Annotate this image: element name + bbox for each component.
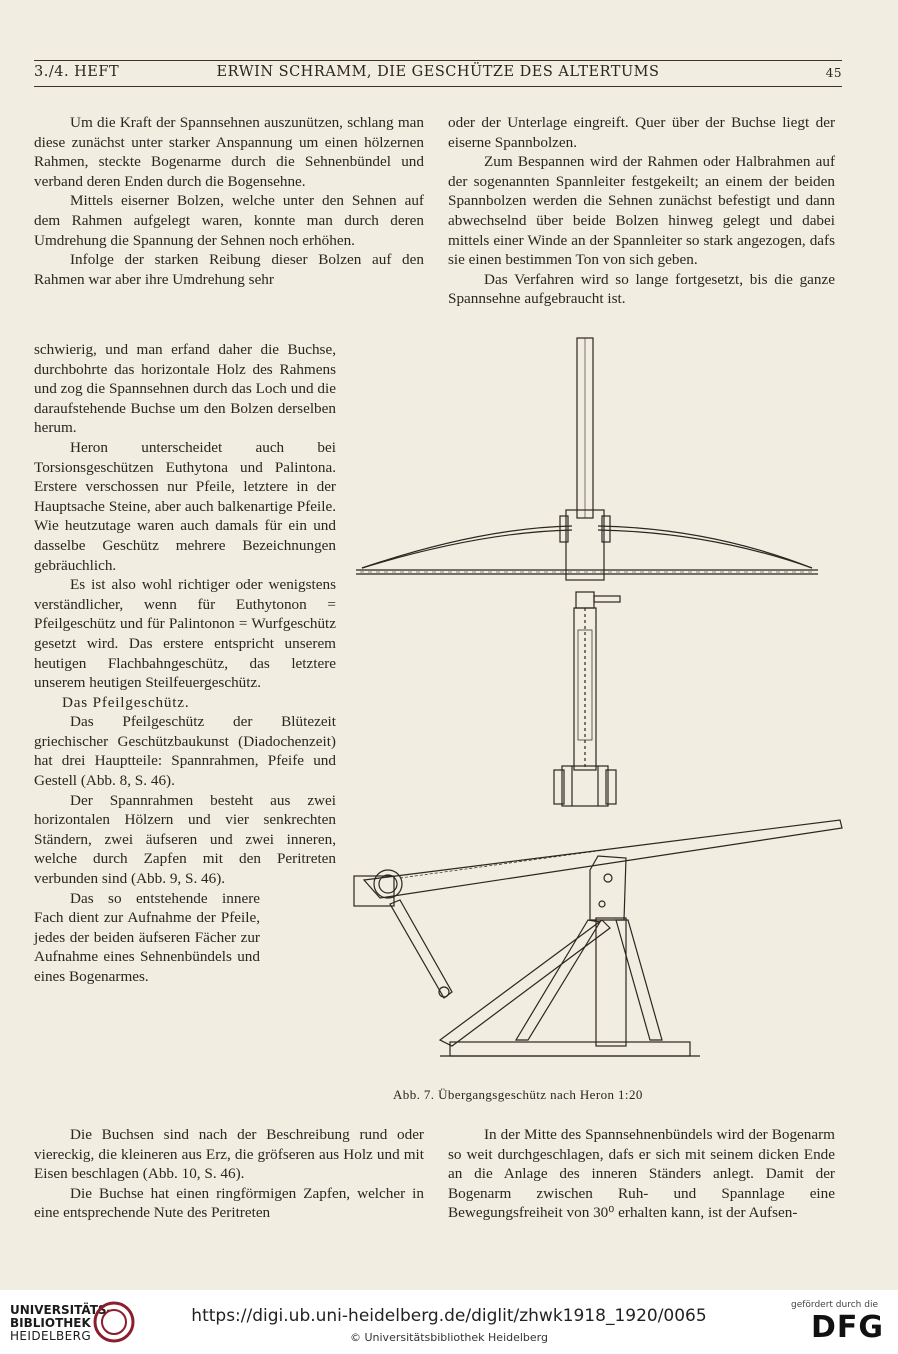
paragraph: Um die Kraft der Spannsehnen auszunützen, schlang man diese zunächst unter starker Anspannung um einen hölzernen Rahmen, steckte Bogenarme durch die Sehnenbündel und verband deren Enden durch die Bogensehne. bbox=[34, 114, 424, 190]
top-rule bbox=[34, 60, 842, 61]
bow-arm-left bbox=[362, 526, 572, 568]
figure-caption: Abb. 7. Übergangsgeschütz nach Heron 1:20 bbox=[393, 1087, 643, 1102]
running-header bbox=[34, 64, 842, 86]
logo-line: BIBLIOTHEK bbox=[10, 1316, 91, 1330]
paragraph: Das Verfahren wird so lange fortgesetzt, bis die ganze Spannsehne aufgebraucht ist. bbox=[448, 270, 835, 308]
paragraph: Zum Bespannen wird der Rahmen oder Halbrahmen auf der sogenannten Spannleiter festgekeilt; an einem der beiden Spannbolzen werden die Sehnen zunächst befestigt und dann abwechselnd über beide Bolzen hinweg gelegt und dabei mittels einer Winde an der Spannleiter so stark angezogen, dafs sie einen bestimmen Ton von sich geben. bbox=[448, 153, 835, 269]
right-column-bottom bbox=[448, 1125, 835, 1223]
paragraph: schwierig, und man erfand daher die Buchse, durchbohrte das horizontale Holz des Rahmens und zog die Spannsehnen durch das Loch und die daraufstehende Buchse um den Bolzen derselben herum. bbox=[34, 341, 336, 437]
page-number: 45 bbox=[825, 66, 842, 80]
stand-leg-front bbox=[616, 920, 662, 1040]
left-column-bottom bbox=[34, 1125, 424, 1223]
paragraph: Die Buchse hat einen ringförmigen Zapfen, welcher in eine entsprechende Nute des Peritreten bbox=[34, 1184, 424, 1222]
stand-strut bbox=[440, 920, 610, 1046]
paragraph: Heron unterscheidet auch bei Torsionsgeschützen Euthytona und Palintona. Erstere verschossen nur Pfeile, letztere in der Hauptsache Steine, aber auch balkenartige Pfeile. Wie heutzutage waren auch damals für ein und dasselbe Geschütz mehrere Bezeichnungen gebräuchlich. bbox=[34, 438, 336, 574]
paragraph: In der Mitte des Spannsehnenbündels wird der Bogenarm so weit durchgeschlagen, dafs er sich mit seinem dicken Ende an die Anlage des inneren Ständers anlegt. Damit der Bogenarm zwischen Ruh- und Spannlage eine Bewegungsfreiheit von 30⁰ erhalten kann, ist der Aufsen- bbox=[448, 1126, 835, 1222]
paragraph: oder der Unterlage eingreift. Quer über der Buchse liegt der eiserne Spannbolzen. bbox=[448, 114, 835, 151]
left-column-top bbox=[34, 113, 424, 289]
paragraph: Der Spannrahmen besteht aus zwei horizontalen Hölzern und vier senkrechten Ständern, zwei äufseren und zwei inneren, welche durch Zapfen mit den Peritreten verbunden sind (Abb. 9, S. 46). bbox=[34, 791, 336, 888]
paragraph: Die Buchsen sind nach der Beschreibung rund oder viereckig, die kleineren aus Erz, die gröfseren aus Holz und mit Eisen beschlagen (Abb. 10, S. 46). bbox=[34, 1126, 424, 1183]
copyright-notice: © Universitätsbibliothek Heidelberg bbox=[349, 1331, 548, 1344]
stand-post bbox=[596, 918, 626, 1046]
section-heading: Das Pfeilgeschütz. bbox=[62, 693, 190, 711]
figure-abb7-drawing bbox=[340, 330, 860, 1080]
bushing-circle bbox=[374, 870, 402, 898]
issue-label: 3./4. HEFT bbox=[34, 64, 120, 80]
paragraph: Es ist also wohl richtiger oder wenigstens verständlicher, wenn für Euthytonon = Pfeilgeschütz und für Palintonon = Wurfgeschütz gesetzt wird. Das erstere entspricht unserem heutigen Flachbahngeschütz, das letztere unserem heutigen Steilfeuergeschütz. bbox=[34, 576, 336, 692]
paragraph: Mittels eiserner Bolzen, welche unter den Sehnen auf dem Rahmen aufgelegt waren, konnte man durch deren Umdrehung die Spannung der Sehnen noch erhöhen. bbox=[34, 192, 424, 249]
article-title: ERWIN SCHRAMM, DIE GESCHÜTZE DES ALTERTUMS bbox=[216, 64, 660, 80]
winch bbox=[562, 766, 608, 806]
paragraph: Das Pfeilgeschütz der Blütezeit griechischer Geschützbaukunst (Diadochenzeit) hat drei Hauptteile: Spannrahmen, Pfeife und Gestell (Abb. 8, S. 46). bbox=[34, 713, 336, 790]
logo-line: UNIVERSITÄTS- bbox=[10, 1303, 112, 1317]
stand-leg-rear bbox=[390, 900, 452, 998]
dfg-logo[interactable]: DFG bbox=[810, 1310, 884, 1345]
logo-line: HEIDELBERG bbox=[10, 1329, 92, 1343]
bow-arm-right bbox=[598, 526, 812, 568]
stand-base bbox=[450, 1042, 690, 1056]
paragraph: Das so entstehende innere Fach dient zur Aufnahme der Pfeile, jedes der beiden äufseren Fächer zur Aufnahme eines Sehnenbündels und eines Bogenarmes. bbox=[34, 889, 260, 985]
left-column-narrow bbox=[34, 340, 336, 987]
page-url-link[interactable]: https://digi.ub.uni-heidelberg.de/diglit/zhwk1918_1920/0065 bbox=[191, 1306, 707, 1326]
header-rule bbox=[34, 86, 842, 87]
dfg-funding-label: gefördert durch die bbox=[791, 1300, 878, 1310]
viewer-footer bbox=[0, 1290, 898, 1354]
right-column-top bbox=[448, 113, 835, 309]
paragraph: Infolge der starken Reibung dieser Bolzen auf den Rahmen war aber ihre Umdrehung sehr bbox=[34, 251, 424, 288]
pipe-side-view bbox=[364, 820, 842, 898]
